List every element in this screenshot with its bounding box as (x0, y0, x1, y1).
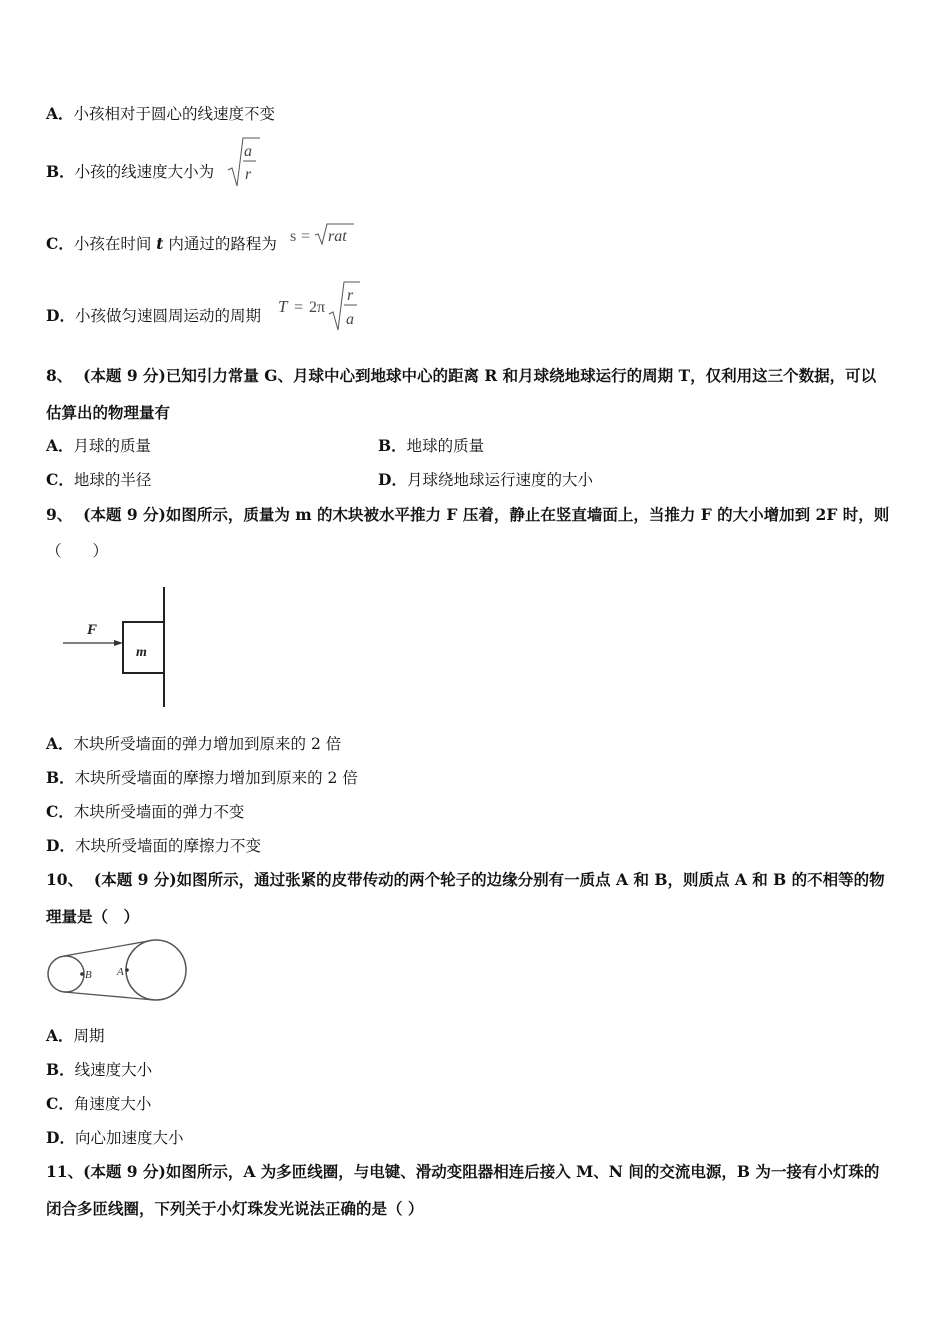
point-a-dot (125, 968, 129, 972)
q7-option-c: C．小孩在时间 t 内通过的路程为 (46, 234, 277, 253)
q8-stem-line1: 8、 (本题 9 分)已知引力常量 G、月球中心到地球中心的距离 R 和月球绕地球运行的周期 T，仅利用这三个数据，可以 (46, 366, 877, 385)
q10-option-a: A．周期 (46, 1026, 105, 1045)
point-a-label: A (117, 966, 124, 978)
q7-option-d: D．小孩做匀速圆周运动的周期 (46, 306, 261, 325)
q7-option-a: A．小孩相对于圆心的线速度不变 (46, 104, 276, 123)
svg-text:r: r (347, 287, 354, 304)
q8-option-c: C．地球的半径 (46, 470, 152, 489)
q10-option-d: D．向心加速度大小 (46, 1128, 184, 1147)
large-wheel (126, 940, 186, 1000)
q11-stem-line1: 11、(本题 9 分)如图所示，A 为多匝线圈，与电键、滑动变阻器相连后接入 M、N 间的交流电源，B 为一接有小灯珠的 (46, 1162, 880, 1181)
q7-option-b-formula (226, 134, 262, 190)
q7-option-c-formula (288, 220, 358, 248)
q9-stem-line1: 9、 (本题 9 分)如图所示，质量为 m 的木块被水平推力 F 压着，静止在竖直墙面上，当推力 F 的大小增加到 2F 时，则 (46, 505, 890, 524)
svg-text:=: = (301, 228, 311, 245)
point-b-label: B (85, 969, 92, 981)
q7-option-d-formula (276, 278, 362, 334)
q10-stem-line2: 理量是（ ） (46, 907, 140, 926)
q11-stem-line2: 闭合多匝线圈，下列关于小灯珠发光说法正确的是（ ） (46, 1199, 424, 1218)
svg-text:=: = (294, 299, 304, 316)
q9-option-d: D．木块所受墙面的摩擦力不变 (46, 836, 261, 855)
q9-figure-block-on-wall (60, 585, 170, 710)
svg-text:s: s (290, 228, 297, 245)
svg-text:2π: 2π (309, 299, 326, 316)
q10-figure-belt-pulleys (44, 937, 190, 1005)
q10-stem-line1: 10、 (本题 9 分)如图所示，通过张紧的皮带传动的两个轮子的边缘分别有一质点 A 和 B，则质点 A 和 B 的不相等的物 (46, 870, 885, 889)
svg-text:a: a (346, 311, 354, 328)
q9-option-b: B．木块所受墙面的摩擦力增加到原来的 2 倍 (46, 768, 358, 787)
q8-stem-line2: 估算出的物理量有 (46, 403, 171, 422)
point-b-dot (80, 972, 84, 976)
q8-option-b: B．地球的质量 (378, 436, 485, 455)
q8-option-d: D．月球绕地球运行速度的大小 (378, 470, 593, 489)
q9-option-a: A．木块所受墙面的弹力增加到原来的 2 倍 (46, 734, 342, 753)
q7-option-b: B．小孩的线速度大小为 (46, 162, 215, 181)
belt-top (64, 940, 154, 956)
svg-text:T: T (278, 297, 288, 316)
arrow-head (114, 640, 123, 646)
svg-text:a: a (244, 143, 252, 160)
small-wheel (48, 956, 84, 992)
svg-text:r: r (245, 166, 252, 183)
q9-stem-line2: （ ） (46, 542, 109, 560)
force-label: F (87, 622, 98, 638)
q8-option-a: A．月球的质量 (46, 436, 152, 455)
mass-label: m (136, 645, 147, 660)
q9-option-c: C．木块所受墙面的弹力不变 (46, 802, 245, 821)
q10-option-b: B．线速度大小 (46, 1060, 153, 1079)
q10-option-c: C．角速度大小 (46, 1094, 152, 1113)
svg-text:rat: rat (328, 228, 347, 245)
